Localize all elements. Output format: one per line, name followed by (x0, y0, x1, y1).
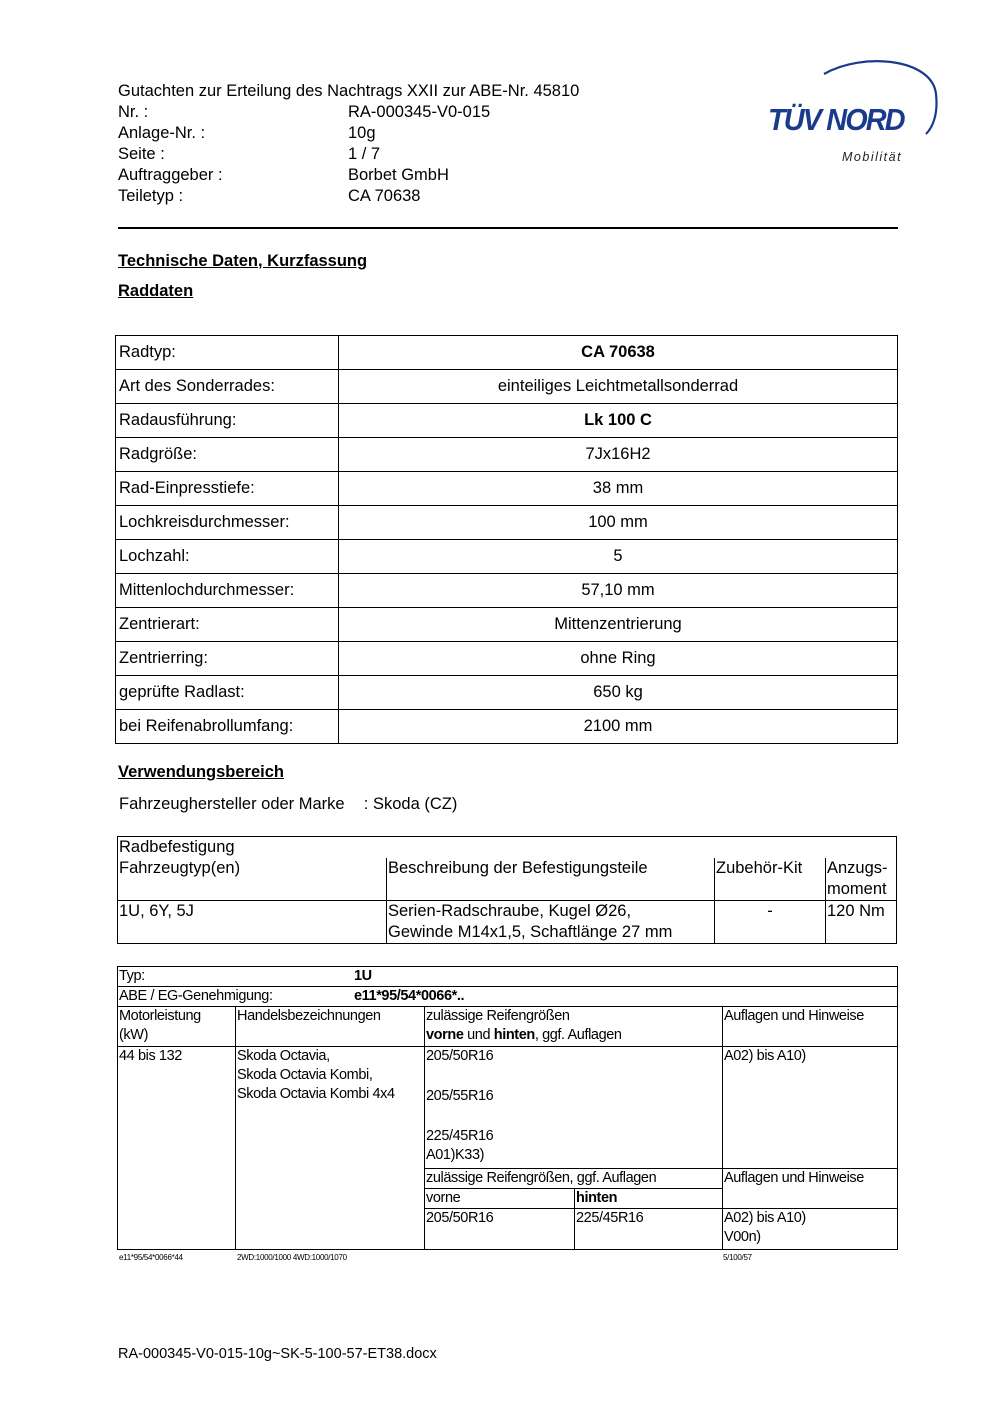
footnote-approval: e11*95/54*0066*44 (119, 1253, 183, 1262)
table-row (116, 642, 898, 676)
table-key: Zentrierring: (116, 642, 339, 676)
table-row (116, 506, 898, 540)
table-value: 57,10 mm (339, 574, 898, 608)
header-label: Seite : (118, 145, 165, 163)
column-header: Zubehör-Kit (715, 858, 826, 901)
document-header (118, 81, 579, 207)
table-key: Zentrierart: (116, 608, 339, 642)
approval-value: e11*95/54*0066*.. (354, 988, 465, 1004)
table-value: Lk 100 C (339, 404, 898, 438)
column-header-tail: , ggf. Auflagen (534, 1027, 622, 1043)
footnote-pcd: 5/100/57 (723, 1253, 752, 1262)
header-value: Borbet GmbH (348, 166, 449, 184)
column-header-and: und (463, 1027, 494, 1043)
table-value: 5 (339, 540, 898, 574)
table-value: ohne Ring (339, 642, 898, 676)
table-key: Radausführung: (116, 404, 339, 438)
torque-value: 120 Nm (826, 901, 897, 944)
column-header: zulässige Reifengrößen, ggf. Auflagen (425, 1169, 722, 1189)
table-row (118, 837, 897, 859)
tire-sizes (425, 1047, 723, 1169)
note-line: A02) bis A10) (724, 1210, 806, 1226)
column-header-power (118, 1007, 236, 1047)
approval-label: ABE / EG-Genehmigung: (119, 988, 273, 1004)
document-title: Gutachten zur Erteilung des Nachtrags XXII zur ABE-Nr. 45810 (118, 82, 580, 100)
column-header-rear: hinten (493, 1027, 535, 1043)
header-value: 10g (348, 124, 376, 142)
column-header: Handelsbezeichnungen (236, 1007, 425, 1047)
trade-names (236, 1047, 425, 1250)
table-value: 7Jx16H2 (339, 438, 898, 472)
section-usage: Verwendungsbereich (118, 763, 284, 781)
header-label: Auftraggeber : (118, 166, 223, 184)
manufacturer-separator: : (363, 795, 369, 813)
type-label: Typ: (119, 968, 145, 984)
engine-power: 44 bis 132 (118, 1047, 236, 1250)
header-label: Nr. : (118, 103, 149, 121)
table-value: 100 mm (339, 506, 898, 540)
document-filename: RA-000345-V0-015-10g~SK-5-100-57-ET38.docx (118, 1346, 437, 1362)
notes: A02) bis A10) (723, 1047, 898, 1169)
manufacturer-line (119, 795, 457, 814)
vehicle-types: 1U, 6Y, 5J (118, 901, 387, 944)
table-header-row (118, 858, 897, 901)
mixed-tires-header (425, 1169, 723, 1209)
table-row (116, 438, 898, 472)
header-value: CA 70638 (348, 187, 421, 205)
column-header: Auflagen und Hinweise (723, 1169, 898, 1209)
trade-name: Skoda Octavia, (237, 1048, 330, 1064)
mounting-description-line: Serien-Radschraube, Kugel Ø26, (388, 902, 632, 920)
column-header: hinten (576, 1190, 618, 1206)
table-row (116, 574, 898, 608)
table-key: Lochzahl: (116, 540, 339, 574)
vehicle-type-table (117, 966, 898, 1250)
table-row (116, 370, 898, 404)
table-key: Lochkreisdurchmesser: (116, 506, 339, 540)
column-header: Motorleistung (119, 1008, 201, 1024)
table-key: Radtyp: (116, 336, 339, 370)
column-header: Auflagen und Hinweise (723, 1007, 898, 1047)
header-row-seite (118, 144, 579, 165)
table-value: Mittenzentrierung (339, 608, 898, 642)
column-header-sub (426, 1026, 721, 1045)
column-header: zulässige Reifengrößen (426, 1008, 570, 1024)
column-header: (kW) (119, 1027, 148, 1043)
approval-row (118, 987, 898, 1007)
table-row (116, 540, 898, 574)
mixed-tires-values (425, 1209, 723, 1250)
header-divider (118, 227, 898, 229)
mixed-tires-row (425, 1209, 722, 1249)
mounting-description-line: Gewinde M14x1,5, Schaftlänge 27 mm (388, 923, 673, 941)
column-header-torque (826, 858, 897, 901)
header-row-teiletyp (118, 186, 579, 207)
logo-subtitle: Mobilität (842, 150, 903, 164)
type-value: 1U (354, 968, 372, 984)
table-value: 2100 mm (339, 710, 898, 744)
header-value: RA-000345-V0-015 (348, 103, 491, 121)
header-row-nr (118, 102, 579, 123)
table-row (116, 710, 898, 744)
note-line: V00n) (724, 1229, 761, 1245)
column-header: Beschreibung der Befestigungsteile (387, 858, 715, 901)
table-row (116, 404, 898, 438)
table-row (116, 472, 898, 506)
header-label: Teiletyp : (118, 187, 184, 205)
wheel-data-table (115, 335, 898, 744)
table-row (118, 967, 898, 987)
table-key: geprüfte Radlast: (116, 676, 339, 710)
table-key: Radgröße: (116, 438, 339, 472)
notes (723, 1209, 898, 1250)
rear-tire: 225/45R16 (576, 1210, 644, 1226)
section-wheel-data: Raddaten (118, 282, 194, 300)
mounting-title: Radbefestigung (118, 837, 897, 859)
footnote-axle-loads: 2WD:1000/1000 4WD:1000/1070 (237, 1253, 347, 1262)
column-header-front: vorne (426, 1027, 464, 1043)
tire-size: 205/50R16 (426, 1048, 494, 1064)
table-key: Art des Sonderrades: (116, 370, 339, 404)
table-value: einteiliges Leichtmetallsonderrad (339, 370, 898, 404)
front-tire: 205/50R16 (425, 1209, 575, 1249)
mixed-tires-subheader (425, 1189, 722, 1208)
type-row (118, 967, 898, 987)
logo-wordmark: TÜV NORD (768, 102, 904, 137)
table-row (116, 608, 898, 642)
column-header: moment (827, 880, 887, 898)
column-header: Fahrzeugtyp(en) (118, 858, 387, 901)
table-row (118, 987, 898, 1007)
trade-name: Skoda Octavia Kombi, (237, 1067, 373, 1083)
section-technical: Technische Daten, Kurzfassung (118, 252, 368, 270)
column-header: Anzugs- (827, 859, 888, 877)
table-value: CA 70638 (339, 336, 898, 370)
header-value: 1 / 7 (348, 145, 381, 163)
column-header: vorne (425, 1189, 575, 1208)
manufacturer-label: Fahrzeughersteller oder Marke (119, 795, 345, 813)
table-key: bei Reifenabrollumfang: (116, 710, 339, 744)
header-label: Anlage-Nr. : (118, 124, 206, 142)
table-row (118, 1047, 898, 1169)
column-header-tires (425, 1007, 723, 1047)
table-value: 650 kg (339, 676, 898, 710)
trade-name: Skoda Octavia Kombi 4x4 (237, 1086, 395, 1102)
tire-size: 225/45R16 (426, 1128, 494, 1144)
tuv-nord-logo (762, 56, 942, 172)
table-key: Mittenlochdurchmesser: (116, 574, 339, 608)
tire-notes: A01)K33) (426, 1147, 485, 1163)
table-row (116, 676, 898, 710)
tire-size: 205/55R16 (426, 1088, 494, 1104)
table-row (118, 901, 897, 944)
header-row-auftraggeber (118, 165, 579, 186)
manufacturer-value: Skoda (CZ) (372, 795, 458, 813)
accessory-kit: - (715, 901, 826, 944)
table-row (116, 336, 898, 370)
mounting-description (387, 901, 715, 944)
table-header-row (118, 1007, 898, 1047)
header-row-anlage (118, 123, 579, 144)
table-key: Rad-Einpresstiefe: (116, 472, 339, 506)
mounting-table (117, 836, 897, 944)
table-value: 38 mm (339, 472, 898, 506)
